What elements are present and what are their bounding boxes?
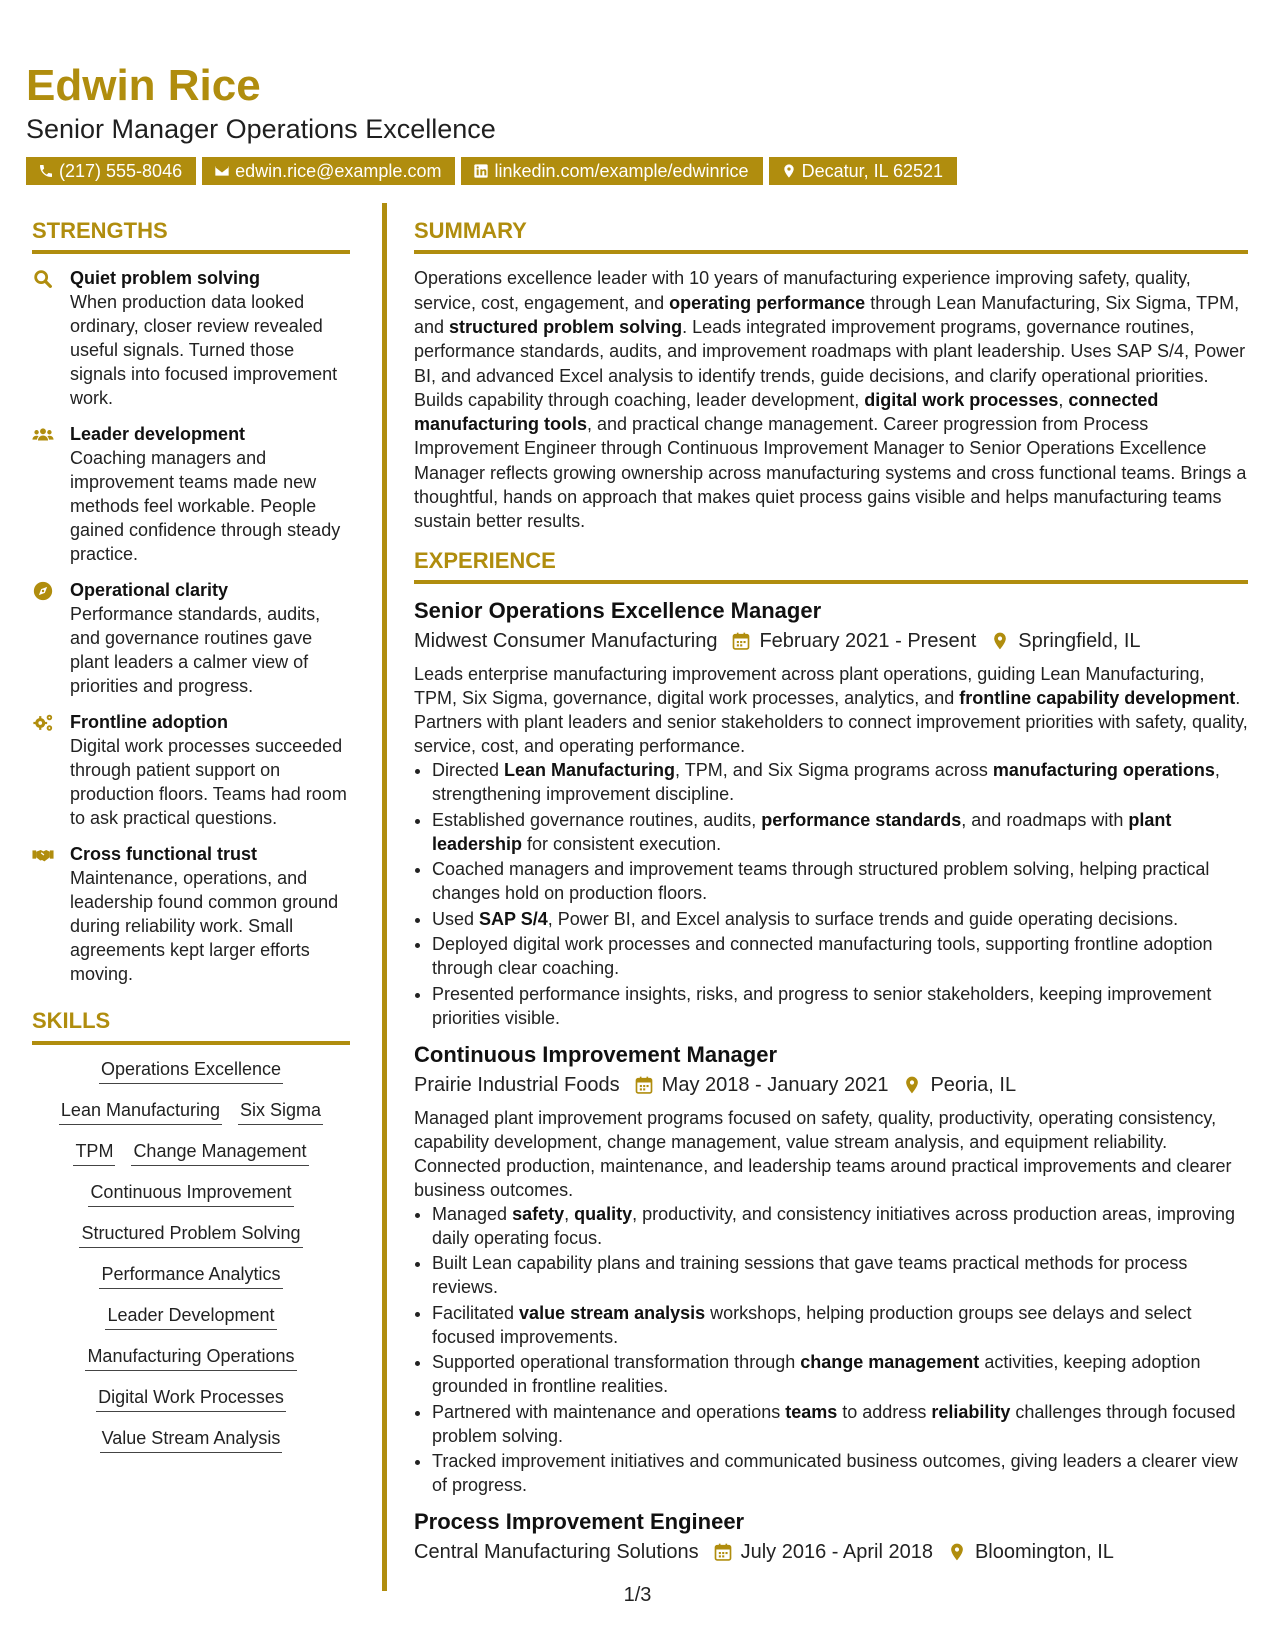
job-bullet: • Supported operational transformation through change management activities, keeping adoption grounded in frontline realities. (432, 1350, 1248, 1398)
skills-heading: SKILLS (32, 1008, 350, 1044)
skill-tag: Performance Analytics (99, 1262, 282, 1289)
job-dates (731, 626, 976, 656)
location-pin-icon (781, 163, 797, 179)
skill-row (105, 1303, 276, 1330)
skill-tag: Operations Excellence (99, 1057, 283, 1084)
strength-desc: Digital work processes succeeded through patient support on production floors. Teams had room to ask practical questions. (70, 736, 347, 829)
skill-row (99, 1262, 282, 1289)
phone-text: (217) 555-8046 (59, 161, 183, 182)
strength-desc: Coaching managers and improvement teams made new methods feel workable. People gained confidence through steady practice. (70, 448, 341, 565)
candidate-name: Edwin Rice (26, 61, 261, 110)
job-entry (414, 596, 1248, 1030)
resume-header (26, 60, 1255, 185)
job-bullet: • Facilitated value stream analysis workshops, helping production groups see delays and select focused improvements. (432, 1301, 1248, 1349)
job-bullet: • Managed safety, quality, productivity, and consistency initiatives across production areas, improving daily operating focus. (432, 1202, 1248, 1250)
linkedin-icon (473, 163, 489, 179)
company-name: Prairie Industrial Foods (414, 1073, 620, 1096)
job-entry (414, 1507, 1248, 1567)
skill-row (85, 1344, 296, 1371)
skill-row (96, 1385, 286, 1412)
contact-phone[interactable] (26, 157, 196, 185)
strength-item (32, 578, 350, 698)
skill-tag: Digital Work Processes (96, 1385, 286, 1412)
job-bullet: • Directed Lean Manufacturing, TPM, and Six Sigma programs across manufacturing operations, strengthening improvement discipline. (432, 758, 1248, 806)
strength-item (32, 266, 350, 410)
skill-tag: Leader Development (105, 1303, 276, 1330)
job-dates-text: July 2016 - April 2018 (740, 1541, 933, 1564)
strength-item (32, 710, 350, 830)
skill-tag: Manufacturing Operations (85, 1344, 296, 1371)
job-meta (414, 1537, 1248, 1567)
job-bullet: • Tracked improvement initiatives and communicated business outcomes, giving leaders a clearer view of progress. (432, 1449, 1248, 1497)
job-meta (414, 626, 1248, 656)
location-pin-icon (990, 631, 1010, 651)
skill-tag: Structured Problem Solving (79, 1221, 302, 1248)
compass-icon (32, 580, 54, 602)
job-bullets (414, 758, 1248, 1030)
job-location-text: Springfield, IL (1018, 630, 1141, 653)
location-pin-icon (902, 1075, 922, 1095)
job-location (947, 1537, 1114, 1567)
job-location (990, 626, 1140, 656)
search-icon (32, 268, 54, 290)
contact-bar (26, 157, 1255, 185)
job-title: Continuous Improvement Manager (414, 1041, 778, 1067)
experience-heading: EXPERIENCE (414, 548, 1248, 584)
job-bullet: • Used SAP S/4, Power BI, and Excel analysis to surface trends and guide operating decisions. (432, 907, 1248, 931)
strength-name: Quiet problem solving (70, 268, 261, 289)
skill-row (100, 1426, 283, 1453)
experience-list (414, 596, 1248, 1567)
gears-icon (32, 712, 54, 734)
job-dates-text: February 2021 - Present (759, 630, 977, 653)
page-number: 1/3 (623, 1584, 652, 1606)
column-divider (382, 203, 387, 1591)
company-name: Midwest Consumer Manufacturing (414, 630, 718, 653)
job-bullet: • Built Lean capability plans and training sessions that gave teams practical methods for process reviews. (432, 1251, 1248, 1299)
right-column (414, 218, 1248, 1577)
linkedin-text: linkedin.com/example/edwinrice (494, 161, 749, 182)
candidate-title: Senior Manager Operations Excellence (26, 113, 496, 144)
job-bullets (414, 1202, 1248, 1498)
skill-row (59, 1098, 323, 1125)
handshake-icon (32, 844, 54, 866)
skill-tag: Six Sigma (238, 1098, 323, 1125)
skills-list (32, 1057, 350, 1467)
email-text: edwin.rice@example.com (235, 161, 442, 182)
strength-desc: When production data looked ordinary, closer review revealed useful signals. Turned those signals into focused improvement work. (70, 292, 338, 409)
strength-desc: Maintenance, operations, and leadership found common ground during reliability work. Small agreements kept larger efforts moving. (70, 868, 339, 985)
skill-row (88, 1180, 293, 1207)
skill-row (99, 1057, 283, 1084)
strength-name: Leader development (70, 424, 246, 445)
strength-desc: Performance standards, audits, and governance routines gave plant leaders a calmer view of priorities and progress. (70, 604, 321, 697)
job-bullet: • Presented performance insights, risks, and progress to senior stakeholders, keeping improvement priorities visible. (432, 982, 1248, 1030)
job-location (902, 1070, 1016, 1100)
job-meta (414, 1070, 1248, 1100)
job-location-text: Peoria, IL (930, 1073, 1017, 1096)
company-name: Central Manufacturing Solutions (414, 1541, 699, 1564)
location-text: Decatur, IL 62521 (801, 161, 944, 182)
skill-row (79, 1221, 302, 1248)
left-column (32, 218, 350, 1467)
job-description: Leads enterprise manufacturing improvement across plant operations, guiding Lean Manufacturing, TPM, Six Sigma, governance, digital work processes, analytics, and frontline capability development. Partners with plant leaders and senior stakeholders to connect improvement priorities with safety, quality, service, cost, and operating performance. (414, 664, 1248, 757)
envelope-icon (214, 163, 230, 179)
job-dates (634, 1070, 889, 1100)
contact-location (769, 157, 957, 185)
job-bullet: • Coached managers and improvement teams through structured problem solving, helping practical changes hold on production floors. (432, 857, 1248, 905)
skill-tag: Change Management (131, 1139, 308, 1166)
strength-item (32, 422, 350, 566)
skill-tag: Value Stream Analysis (100, 1426, 283, 1453)
strength-name: Frontline adoption (70, 712, 228, 733)
calendar-icon (634, 1075, 654, 1095)
summary-text: Operations excellence leader with 10 years of manufacturing experience improving safety, quality, service, cost, engagement, and operating performance through Lean Manufacturing, Six Sigma, TPM, and structured problem solving. Leads integrated improvement programs, governance routines, performance standards, audits, and improvement roadmaps with plant leadership. Uses SAP S/4, Power BI, and advanced Excel analysis to identify trends, guide decisions, and clarify operational priorities. Builds capability through coaching, leader development, digital work processes, connected manufacturing tools, and practical change management. Career progression from Process Improvement Engineer through Continuous Improvement Manager to Senior Operations Excellence Manager reflects growing ownership across manufacturing systems and cross functional teams. Brings a thoughtful, hands on approach that makes quiet process gains visible and helps manufacturing teams sustain better results. (414, 268, 1247, 532)
skill-tag: Continuous Improvement (88, 1180, 293, 1207)
job-bullet: • Partnered with maintenance and operations teams to address reliability challenges through focused problem solving. (432, 1400, 1248, 1448)
phone-icon (38, 163, 54, 179)
skill-tag: TPM (73, 1139, 115, 1166)
job-dates-text: May 2018 - January 2021 (661, 1073, 889, 1096)
skill-tag: Lean Manufacturing (59, 1098, 222, 1125)
calendar-icon (731, 631, 751, 651)
users-icon (32, 424, 54, 446)
contact-linkedin[interactable] (461, 157, 762, 185)
strength-name: Operational clarity (70, 580, 229, 601)
location-pin-icon (947, 1542, 967, 1562)
job-entry (414, 1040, 1248, 1498)
strengths-heading: STRENGTHS (32, 218, 350, 254)
job-bullet: • Established governance routines, audits, performance standards, and roadmaps with plant leadership for consistent execution. (432, 808, 1248, 856)
strength-name: Cross functional trust (70, 844, 258, 865)
job-dates (713, 1537, 933, 1567)
job-title: Process Improvement Engineer (414, 1509, 745, 1535)
job-description: Managed plant improvement programs focused on safety, quality, productivity, operating consistency, capability development, change management, value stream analysis, and equipment reliability. Connected production, maintenance, and leadership teams around practical improvements and clearer business outcomes. (414, 1107, 1232, 1200)
job-location-text: Bloomington, IL (974, 1541, 1114, 1564)
contact-email[interactable] (202, 157, 455, 185)
calendar-icon (713, 1542, 733, 1562)
job-bullet: • Deployed digital work processes and connected manufacturing tools, supporting frontline adoption through clear coaching. (432, 932, 1248, 980)
job-title: Senior Operations Excellence Manager (414, 598, 822, 624)
strength-item (32, 842, 350, 986)
summary-heading: SUMMARY (414, 218, 1248, 254)
skill-row (73, 1139, 308, 1166)
